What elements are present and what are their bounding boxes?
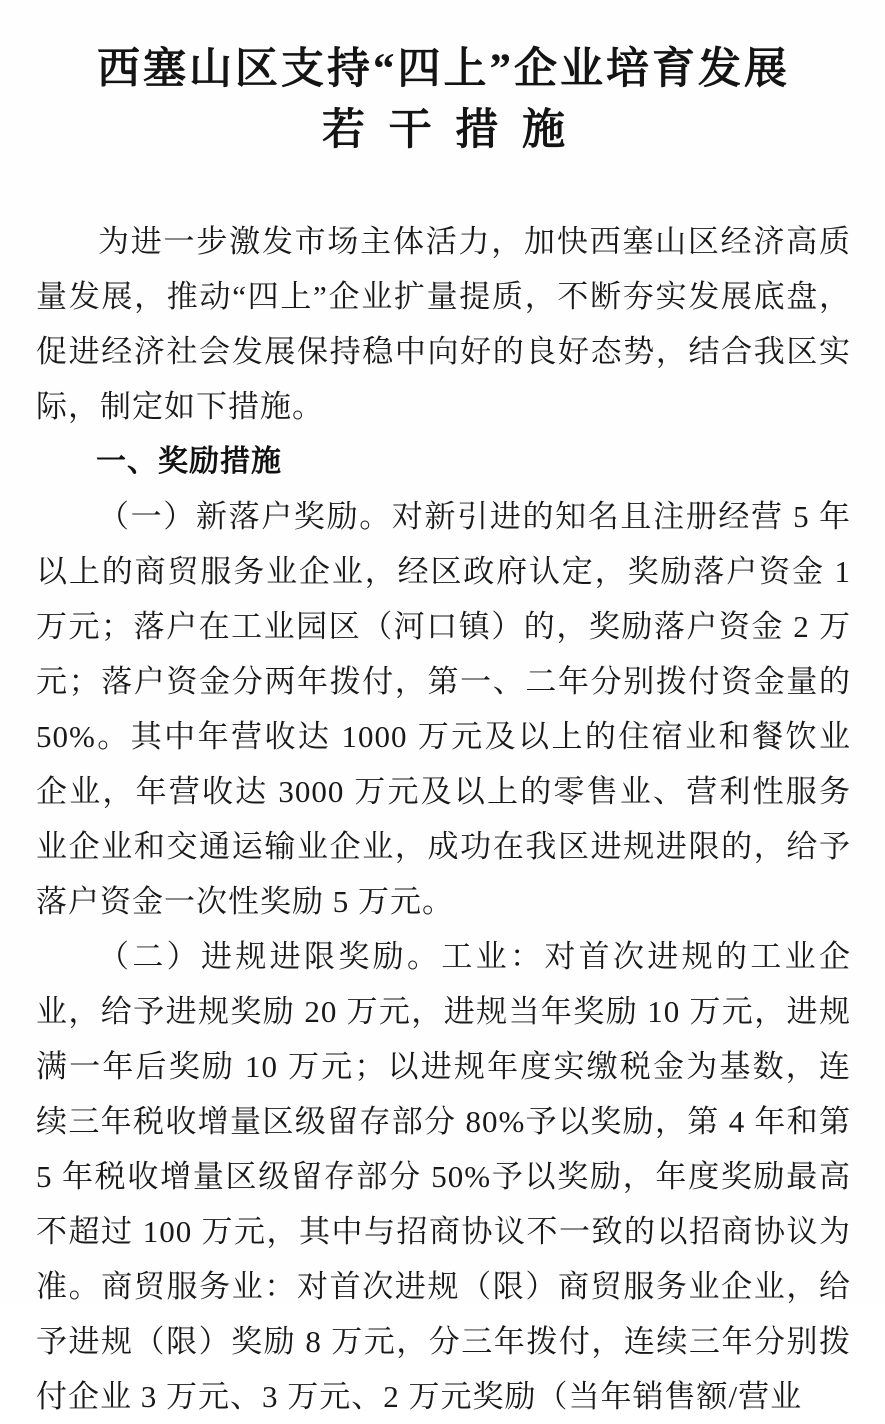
document-body [36,214,851,1424]
measure-item-2-scale-entry-reward: （二）进规进限奖励。工业：对首次进规的工业企业，给予进规奖励 20 万元，进规当年奖励 10 万元，进规满一年后奖励 10 万元；以进规年度实缴税金为基数，连续三年税收增量区级留存部分 80%予以奖励，第 4 年和第 5 年税收增量区级留存部分 50%予以奖励，年度奖励最高不超过 100 万元，其中与招商协议不一致的以招商协议为准。商贸服务业：对首次进规（限）商贸服务业企业，给予进规（限）奖励 8 万元，分三年拨付，连续三年分别拨付企业 3 万元、3 万元、2 万元奖励（当年销售额/营业 [36,939,851,1414]
document-title [36,40,851,162]
intro-paragraph: 为进一步激发市场主体活力，加快西塞山区经济高质量发展，推动“四上”企业扩量提质，不断夯实发展底盘，促进经济社会发展保持稳中向好的良好态势，结合我区实际，制定如下措施。 [36,224,851,424]
document-title-line1: 西塞山区支持“四上”企业培育发展 [97,46,790,93]
measure-item-1-new-settlement-reward: （一）新落户奖励。对新引进的知名且注册经营 5 年以上的商贸服务业企业，经区政府认定，奖励落户资金 1 万元；落户在工业园区（河口镇）的，奖励落户资金 2 万元；落户资金分两年拨付，第一、二年分别拨付资金量的 50%。其中年营收达 1000 万元及以上的住宿业和餐饮业企业，年营收达 3000 万元及以上的零售业、营利性服务业企业和交通运输业企业，成功在我区进规进限的，给予落户资金一次性奖励 5 万元。 [36,499,851,919]
section-heading-rewards: 一、奖励措施 [96,445,282,478]
document-title-line2: 若干措施 [322,107,589,154]
